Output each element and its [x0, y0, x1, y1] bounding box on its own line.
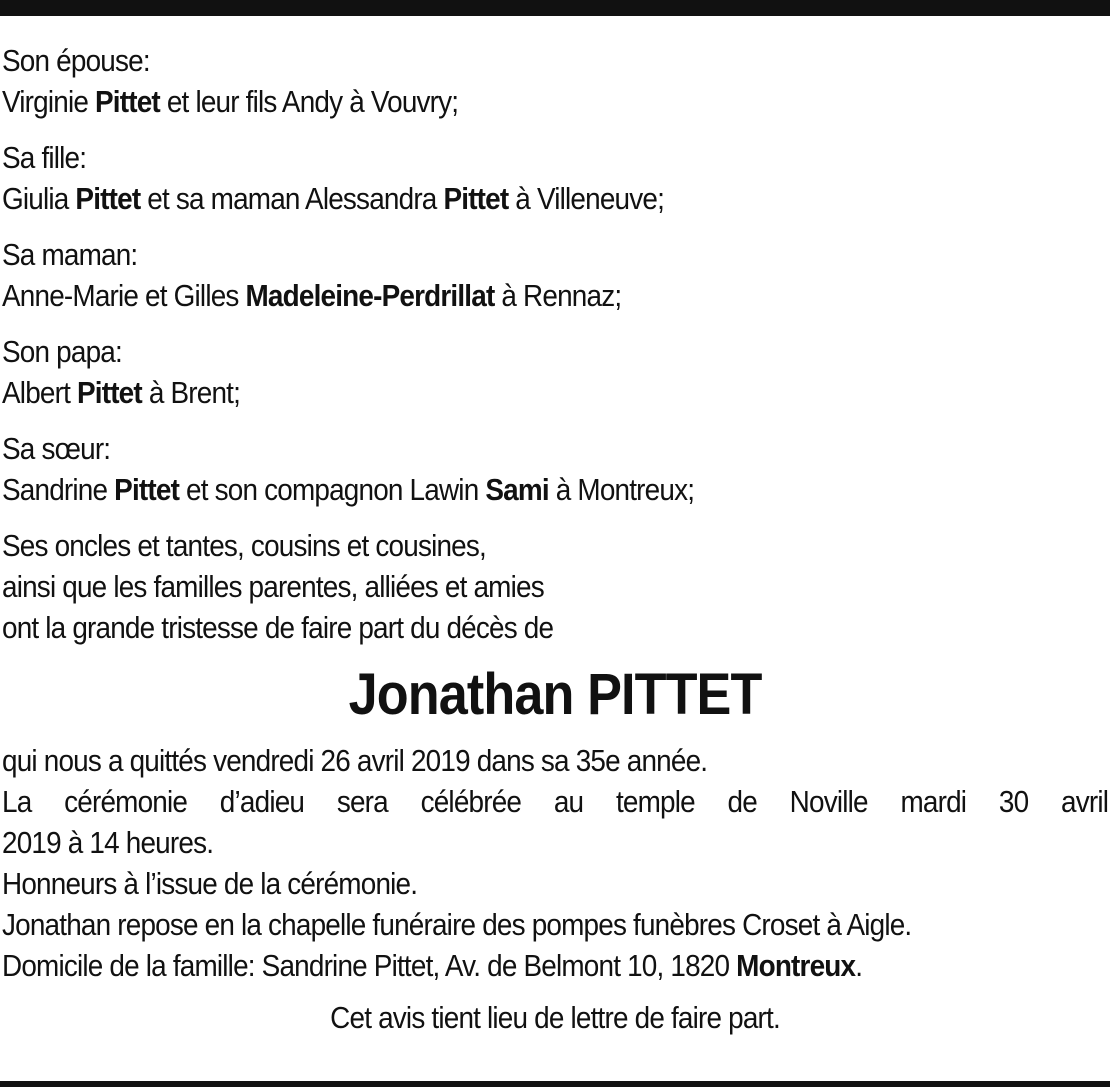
family-address-line — [2, 945, 1108, 986]
sister-middle: et son compagnon Lawin — [186, 472, 479, 507]
mother-surname: Madeleine-Perdrillat — [245, 278, 495, 313]
ceremony-line: La cérémonie d’adieu sera célébrée au temple de Noville mardi 30 avril — [2, 784, 1109, 819]
mother-rest: à Rennaz; — [501, 278, 622, 313]
sister-label: Sa sœur: — [2, 431, 111, 466]
footer-note: Cet avis tient lieu de lettre de faire part. — [330, 1000, 780, 1035]
sister-first: Sandrine — [2, 472, 108, 507]
wife-surname: Pittet — [95, 84, 160, 119]
mother-line — [2, 275, 1108, 316]
relatives-line-2: ainsi que les familles parentes, alliées et amies — [2, 569, 544, 604]
daughter-rest: à Villeneuve; — [515, 181, 665, 216]
daughter-label: Sa fille: — [2, 140, 87, 175]
daughter-line — [2, 178, 1108, 219]
wife-first: Virginie — [2, 84, 89, 119]
bottom-rule — [0, 1081, 1110, 1087]
sister-surname2: Sami — [485, 472, 549, 507]
daughter-surname: Pittet — [75, 181, 141, 216]
obituary-notice — [2, 40, 1109, 1038]
father-line — [2, 372, 1108, 413]
daughter-middle: et sa maman Alessandra — [147, 181, 437, 216]
father-rest: à Brent; — [148, 375, 241, 410]
honours-line: Honneurs à l’issue de la cérémonie. — [2, 866, 418, 901]
address-text: Domicile de la famille: Sandrine Pittet, Av. de Belmont 10, 1820 — [2, 948, 730, 983]
wife-line — [2, 81, 1108, 122]
ceremony-time-line: 2019 à 14 heures. — [2, 825, 214, 860]
top-rule — [0, 0, 1110, 16]
death-date-line: qui nous a quittés vendredi 26 avril 2019 dans sa 35e année. — [2, 743, 708, 778]
daughter-surname2: Pittet — [443, 181, 509, 216]
father-label: Son papa: — [2, 334, 122, 369]
wife-label: Son épouse: — [2, 43, 150, 78]
address-period: . — [855, 948, 863, 983]
relatives-line-1: Ses oncles et tantes, cousins et cousines, — [2, 528, 486, 563]
father-first: Albert — [2, 375, 71, 410]
daughter-first: Giulia — [2, 181, 69, 216]
deceased-name: Jonathan PITTET — [348, 662, 762, 727]
relatives-line-3: ont la grande tristesse de faire part du décès de — [2, 610, 554, 645]
mother-label: Sa maman: — [2, 237, 138, 272]
father-surname: Pittet — [76, 375, 142, 410]
address-city: Montreux — [736, 948, 856, 983]
mother-first: Anne-Marie et Gilles — [2, 278, 239, 313]
sister-line — [2, 469, 1108, 510]
sister-surname: Pittet — [114, 472, 180, 507]
wife-rest: et leur fils Andy à Vouvry; — [166, 84, 459, 119]
repose-line: Jonathan repose en la chapelle funéraire des pompes funèbres Croset à Aigle. — [2, 907, 912, 942]
sister-rest: à Montreux; — [555, 472, 695, 507]
